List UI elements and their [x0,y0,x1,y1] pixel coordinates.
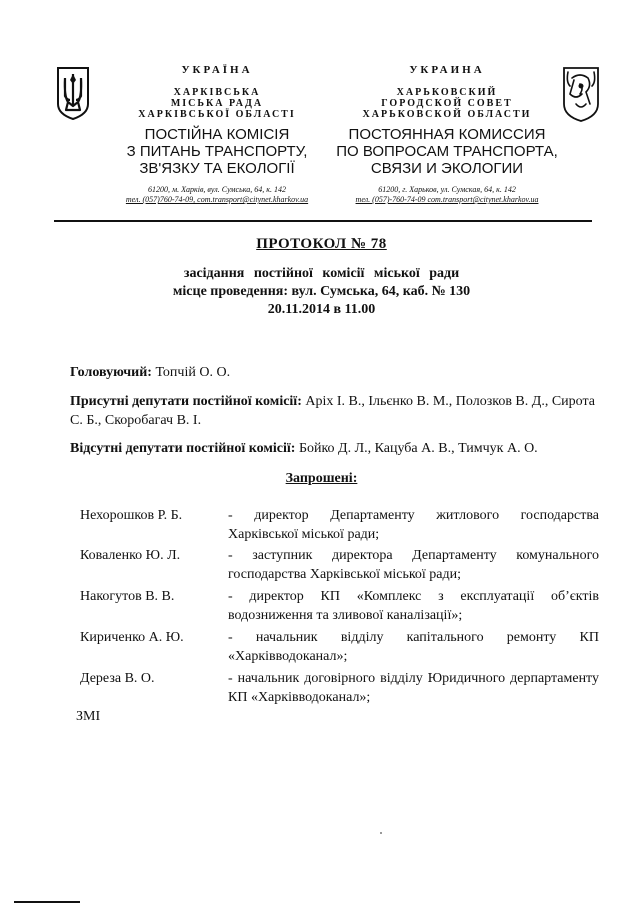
commission-name-ua-line1: ПОСТІЙНА КОМІСІЯ [144,126,290,143]
commission-name-ru-line3: СВЯЗИ И ЭКОЛОГИИ [370,160,524,177]
letterhead-russian [334,64,560,205]
council-name-ru-line2: ГОРОДСКОЙ СОВЕТ [381,98,513,109]
absent-paragraph [70,439,602,458]
country-name-ru: УКРАИНА [409,64,485,76]
absent-label: Відсутні депутати постійної комісії: [70,441,296,456]
present-label: Присутні депутати постійної комісії: [70,394,302,409]
footer-rule [14,901,80,903]
invited-name: Накогутов В. В. [80,589,175,604]
location-line: місце проведення: вул. Сумська, 64, каб. № 130 [172,284,471,299]
contacts-ua: тел. (057)760-74-09, com.transport@citynet.kharkov.ua [125,195,309,204]
invited-role: - заступник директора Департаменту комунального господарства Харківської міської ради; [228,548,599,582]
invited-name: Нехорошков Р. Б. [80,508,183,523]
contacts-ru: тел. (057)-760-74-09 com.transport@citynet.kharkov.ua [355,195,539,204]
invited-name: Коваленко Ю. Л. [80,548,181,563]
invited-name: Дереза В. О. [80,671,155,686]
letterhead-ukrainian [108,64,326,205]
invited-heading: Запрошені: [285,471,358,486]
council-name-ua-line1: ХАРКІВСЬКА [173,87,261,98]
present-paragraph [70,392,602,430]
invited-role: - директор КП «Комплекс з експлуатації об’єктів водозниження та зливової каналізації»; [228,589,599,623]
scan-speck [380,832,382,834]
meeting-line: засідання постійної комісії міської ради [183,266,460,281]
council-name-ua-line2: МІСЬКА РАДА [170,98,264,109]
country-name-ua: УКРАЇНА [181,64,253,76]
chair-paragraph [70,363,602,382]
address-ua: 61200, м. Харків, вул. Сумська, 64, к. 142 [148,185,286,194]
commission-name-ua-line3: ЗВ'ЯЗКУ ТА ЕКОЛОГІЇ [139,160,295,177]
commission-name-ru-line2: ПО ВОПРОСАМ ТРАНСПОРТА, [336,143,558,160]
address-ru: 61200, г. Харьков, ул. Сумская, 64, к. 142 [378,185,516,194]
council-name-ru-line3: ХАРЬКОВСКОЙ ОБЛАСТИ [362,109,532,120]
absent-value: Бойко Д. Л., Кацуба А. В., Тимчук А. О. [298,441,538,456]
ukraine-trident-emblem [56,66,90,120]
council-name-ru-line1: ХАРЬКОВСКИЙ [396,87,498,98]
chair-value: Топчій О. О. [155,365,231,380]
invited-name: Кириченко А. Ю. [80,630,184,645]
invited-role: - директор Департаменту житлового господарства Харківської міської ради; [228,508,599,542]
kharkiv-coat-of-arms-emblem [560,64,602,122]
chair-label: Головуючий: [70,365,152,380]
media-label: ЗМІ [76,709,101,724]
letterhead-divider [54,220,592,222]
invited-role: - начальник договірного відділу Юридичного дерпартаменту КП «Харківводоканал»; [228,671,599,705]
commission-name-ua-line2: З ПИТАНЬ ТРАНСПОРТУ, [126,143,308,160]
invited-role: - начальник відділу капітального ремонту КП «Харківводоканал»; [228,630,599,664]
council-name-ua-line3: ХАРКІВСЬКОЇ ОБЛАСТІ [138,109,296,120]
commission-name-ru-line1: ПОСТОЯННАЯ КОМИССИЯ [348,126,546,143]
present-value: Аріх І. В., Ільєнко В. М., Полозков В. Д., Сирота С. Б., Скоробагач В. І. [70,394,595,428]
datetime-line: 20.11.2014 в 11.00 [267,302,376,317]
protocol-title: ПРОТОКОЛ № 78 [256,236,387,252]
